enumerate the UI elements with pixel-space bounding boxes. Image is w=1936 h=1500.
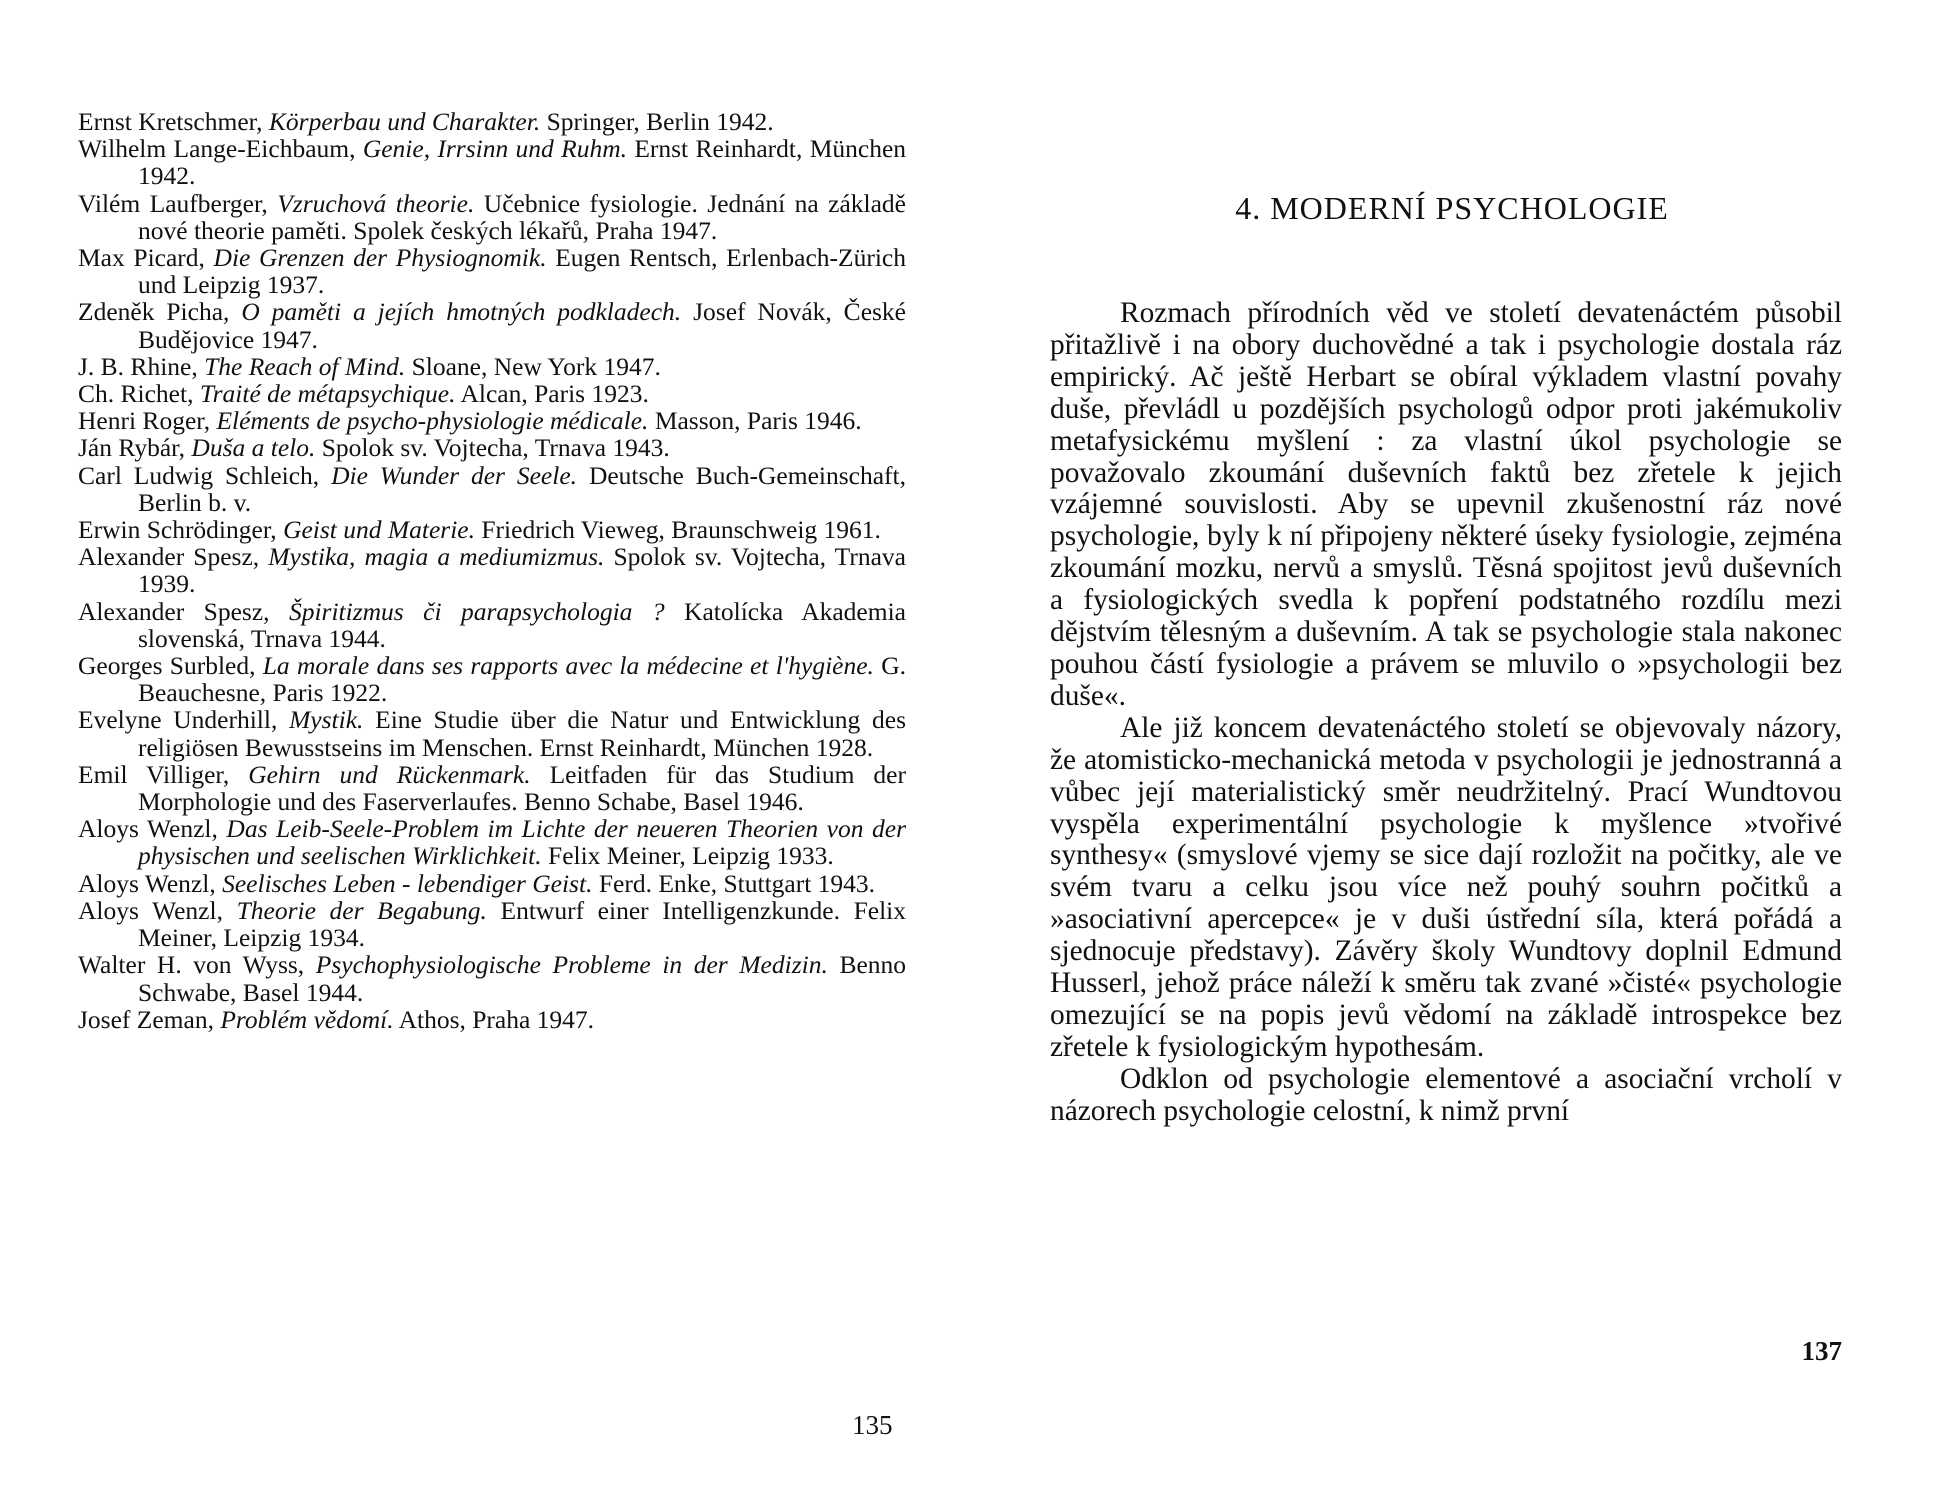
entry-title: Gehirn und Rückenmark.: [248, 759, 531, 789]
bibliography-entry: [78, 516, 906, 543]
bibliography-entry: [78, 761, 906, 815]
entry-author: Ján Rybár,: [78, 433, 186, 463]
entry-publisher: Spolok sv. Vojtecha, Trnava 1939.: [138, 542, 906, 599]
bibliography-entry: [78, 353, 906, 380]
entry-author: Josef Zeman,: [78, 1004, 214, 1034]
bibliography-entry: [78, 652, 906, 706]
paragraph: Ale již koncem devatenáctého století se objevovaly názory, že atomisticko-mechanická metoda v psychologii je jednostranná a vůbec její materialistický směr neudržitelný. Prací Wundtovou vyspěla experimentální psychologie k myšlence »tvořivé synthesy« (smyslové vjemy se sice dají rozložit na počitky, ale ve svém tvaru a celku jsou více než pouhý souhrn počitků a »asociativní apercepce« je v duši ústřední síla, která pořádá a sjednocuje představy). Závěry školy Wundtovy doplnil Edmund Husserl, jehož práce náleží k směru tak zvané »čisté« psychologie omezující se na popis jevů vědomí na základě introspekce bez zřetele k fysiologickým hypothesám.: [1050, 711, 1842, 1063]
bibliography-entry: [78, 298, 906, 352]
entry-publisher: Springer, Berlin 1942.: [546, 107, 774, 136]
entry-title: Theorie der Begabung.: [236, 895, 487, 925]
entry-title: Psychophysiologische Probleme in der Medizin.: [315, 950, 828, 980]
entry-publisher: Učebnice fysiologie. Jednání na základě nové theorie paměti. Spolek českých lékařů, Praha 1947.: [138, 188, 906, 245]
entry-publisher: Entwurf einer Intelligenzkunde. Felix Meiner, Leipzig 1934.: [138, 895, 907, 953]
entry-publisher: Josef Novák, České Budějovice 1947.: [138, 297, 907, 354]
entry-title: Seelisches Leben - lebendiger Geist.: [222, 868, 593, 898]
entry-publisher: Leitfaden für das Studium der Morphologie und des Faserverlaufes. Benno Schabe, Basel 1946.: [138, 759, 906, 817]
entry-title: Das Leib-Seele-Problem im Lichte der neueren Theorien von der physischen und seelischen Wirklichkeit.: [138, 814, 906, 871]
entry-title: The Reach of Mind.: [204, 351, 406, 381]
bibliography-entry: [78, 598, 906, 652]
bibliography-entry: [78, 543, 906, 597]
entry-publisher: Eugen Rentsch, Erlenbach-Zürich und Leipzig 1937.: [138, 243, 906, 300]
entry-publisher: Ernst Reinhardt, München 1942.: [138, 134, 907, 191]
entry-publisher: Benno Schwabe, Basel 1944.: [138, 950, 907, 1007]
bibliography-entry: [78, 108, 906, 135]
entry-title: O paměti a jejích hmotných podkladech.: [241, 297, 682, 327]
entry-author: Alexander Spesz,: [78, 542, 260, 572]
entry-title: Mystik.: [289, 705, 364, 735]
bibliography-entry: [78, 1006, 906, 1033]
entry-publisher: Felix Meiner, Leipzig 1933.: [548, 841, 834, 871]
entry-title: Die Grenzen der Physiognomik.: [213, 243, 547, 273]
entry-author: Ch. Richet,: [78, 379, 194, 409]
entry-author: Evelyne Underhill,: [78, 705, 278, 735]
entry-publisher: Ferd. Enke, Stuttgart 1943.: [598, 868, 876, 898]
entry-publisher: Eine Studie über die Natur und Entwicklung des religiösen Bewusstseins im Menschen. Ernst Reinhardt, München 1928.: [138, 705, 907, 762]
bibliography-entry: [78, 434, 906, 461]
bibliography-entry: [78, 462, 906, 516]
entry-title: Traité de métapsychique.: [199, 379, 456, 409]
entry-publisher: G. Beauchesne, Paris 1922.: [138, 651, 906, 708]
entry-title: Mystika, magia a mediumizmus.: [268, 542, 605, 572]
bibliography-entry: [78, 897, 906, 951]
entry-title: Genie, Irrsinn und Ruhm.: [362, 134, 627, 164]
entry-author: Max Picard,: [78, 243, 205, 273]
entry-publisher: Sloane, New York 1947.: [411, 351, 661, 381]
bibliography-entry: [78, 190, 906, 244]
paragraph: Rozmach přírodních věd ve století devatenáctém působil přitažlivě i na obory duchovědné a tak i psychologie dostala ráz empirický. Ač ještě Herbart se obíral výkladem vlastní povahy duše, převládl u pozdějších psychologů odpor proti jakémukoliv metafysickému myšlení : za vlastní úkol psychologie se považovalo zkoumání duševních faktů bez zřetele k jejich vzájemné souvislosti. Aby se upevnil zkušenostní ráz nové psychologie, byly k ní připojeny některé úseky fysiologie, zejména zkoumání mozku, nervů a smyslů. Těsná spojitost jevů duševních a fysiologických svedla k popření podstatného rozdílu mezi dějstvím tělesným a duševním. A tak se psychologie stala nakonec pouhou částí fysiologie a právem se mluvilo o »psychologii bez duše«.: [1050, 297, 1842, 712]
entry-author: Erwin Schrödinger,: [78, 515, 277, 545]
body-text: [1050, 298, 1842, 1128]
entry-publisher: Athos, Praha 1947.: [398, 1004, 595, 1034]
page-number-left: 135: [852, 1410, 893, 1440]
entry-author: Wilhelm Lange-Eichbaum,: [78, 134, 356, 164]
entry-author: Zdeněk Picha,: [78, 297, 230, 327]
entry-author: Ernst Kretschmer,: [78, 107, 263, 136]
entry-title: Špiritizmus či parapsychologia ?: [288, 596, 665, 626]
entry-title: Duša a telo.: [191, 433, 316, 463]
entry-publisher: Friedrich Vieweg, Braunschweig 1961.: [481, 515, 881, 545]
entry-title: Vzruchová theorie.: [277, 188, 475, 218]
entry-author: Aloys Wenzl,: [78, 895, 223, 925]
bibliography-entry: [78, 244, 906, 298]
bibliography-list: [78, 108, 906, 1033]
entry-author: Emil Villiger,: [78, 759, 230, 789]
paragraph: Odklon od psychologie elementové a asociační vrcholí v názorech psychologie celostní, k nimž první: [1050, 1062, 1842, 1127]
entry-title: Eléments de psycho-physiologie médicale.: [216, 406, 649, 436]
entry-author: Henri Roger,: [78, 406, 211, 436]
entry-publisher: Alcan, Paris 1923.: [460, 379, 649, 409]
bibliography-entry: [78, 380, 906, 407]
entry-author: Aloys Wenzl,: [78, 814, 218, 844]
entry-author: Aloys Wenzl,: [78, 868, 216, 898]
bibliography-entry: [78, 815, 906, 869]
right-page: [968, 0, 1936, 1500]
entry-publisher: Katolícka Akademia slovenská, Trnava 1944.: [138, 596, 906, 653]
bibliography-entry: [78, 135, 906, 189]
entry-title: Geist und Materie.: [283, 515, 475, 545]
page-number-right: 137: [1801, 1336, 1842, 1366]
entry-publisher: Masson, Paris 1946.: [654, 406, 862, 436]
entry-author: Alexander Spesz,: [78, 596, 270, 626]
entry-publisher: Deutsche Buch-Gemeinschaft, Berlin b. v.: [138, 460, 907, 517]
chapter-title: 4. MODERNÍ PSYCHOLOGIE: [1235, 190, 1669, 226]
entry-publisher: Spolok sv. Vojtecha, Trnava 1943.: [321, 433, 670, 463]
entry-title: La morale dans ses rapports avec la médecine et l'hygiène.: [262, 651, 874, 681]
entry-author: Georges Surbled,: [78, 651, 256, 681]
entry-author: Walter H. von Wyss,: [78, 950, 305, 980]
bibliography-entry: [78, 407, 906, 434]
entry-author: J. B. Rhine,: [78, 351, 198, 381]
bibliography-entry: [78, 706, 906, 760]
entry-title: Die Wunder der Seele.: [331, 460, 578, 490]
entry-title: Körperbau und Charakter.: [268, 107, 541, 136]
entry-title: Problém vědomí.: [220, 1004, 394, 1034]
bibliography-entry: [78, 870, 906, 897]
entry-author: Vilém Laufberger,: [78, 188, 268, 218]
entry-author: Carl Ludwig Schleich,: [78, 460, 320, 490]
bibliography-entry: [78, 951, 906, 1005]
